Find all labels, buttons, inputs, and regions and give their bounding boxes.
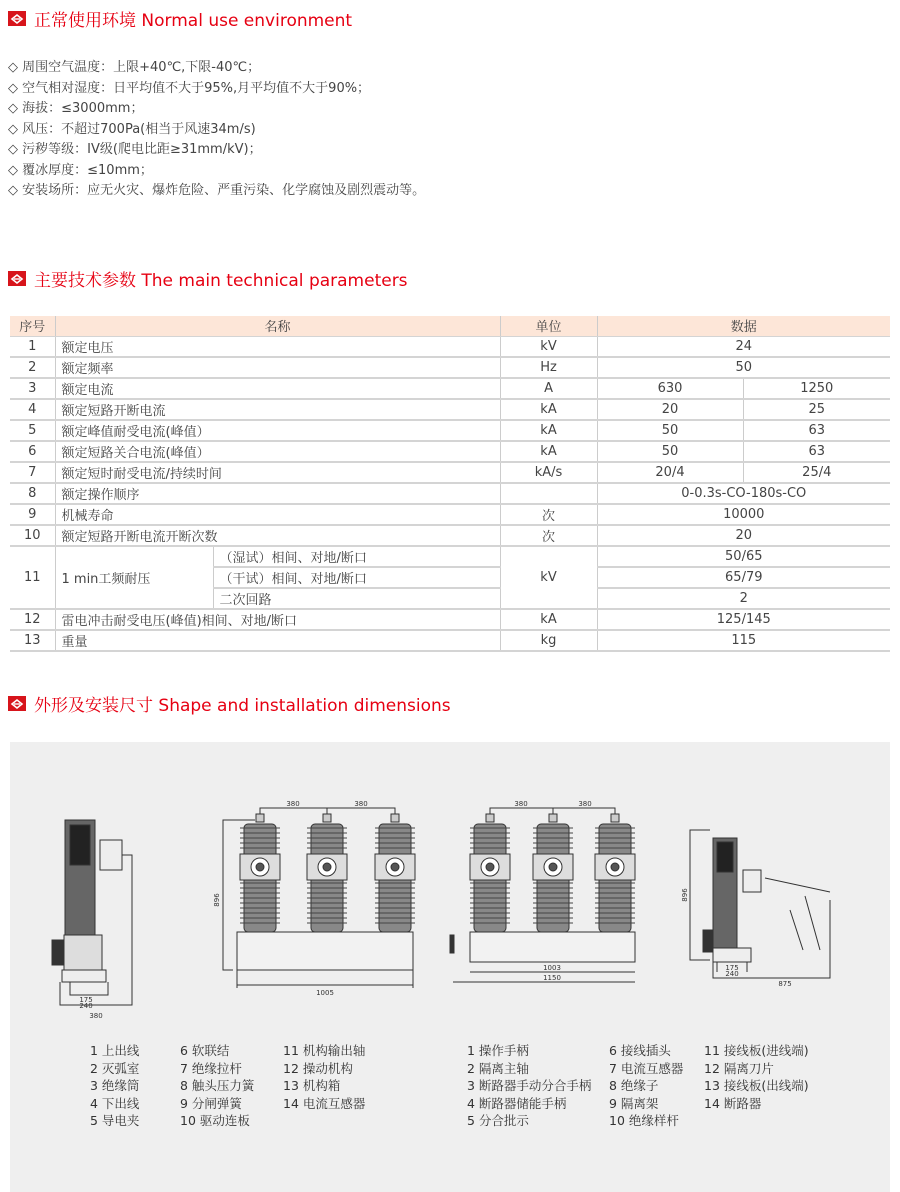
cell-value: 10000	[597, 504, 890, 525]
section-logo-icon	[8, 11, 26, 26]
cell-value: 2	[597, 588, 890, 609]
insulator-pole	[595, 814, 635, 932]
table-row	[10, 378, 890, 399]
cell-value: 50	[597, 441, 743, 462]
dim-label: 240	[725, 970, 739, 978]
cell-no: 13	[10, 630, 55, 651]
legend-item: 12 隔离刀片	[704, 1060, 774, 1076]
cell-unit: kV	[500, 336, 597, 357]
table-row	[10, 630, 890, 651]
section-header-environment	[8, 6, 352, 31]
section-logo-icon	[8, 696, 26, 711]
insulator-pole	[375, 814, 415, 932]
cell-unit	[500, 483, 597, 504]
environment-item: ◇ 风压：不超过700Pa(相当于风速34m/s)	[8, 120, 425, 141]
dim-label: 380	[89, 1012, 103, 1020]
rear-view-drawing	[445, 800, 645, 1005]
table-row	[10, 420, 890, 441]
cell-name: 1 min工频耐压	[55, 546, 213, 609]
legend-item: 7 绝缘拉杆	[180, 1060, 242, 1076]
legend-item: 13 机构箱	[283, 1078, 341, 1093]
cell-no: 8	[10, 483, 55, 504]
legend-item: 12 操动机构	[283, 1060, 353, 1076]
table-row	[10, 483, 890, 504]
header-name: 名称	[55, 316, 500, 336]
legend-item: 10 绝缘样杆	[609, 1113, 679, 1128]
cell-no: 5	[10, 420, 55, 441]
cell-name: 雷电冲击耐受电压(峰值)相间、对地/断口	[55, 609, 500, 630]
dim-label: 175	[725, 964, 739, 972]
section-title: 外形及安装尺寸 Shape and installation dimensions	[34, 696, 451, 716]
cell-name: 额定电压	[55, 336, 500, 357]
cell-unit: kA	[500, 609, 597, 630]
environment-item: ◇ 污秽等级：IV级(爬电比距≥31mm/kV)；	[8, 140, 425, 161]
cell-name: 额定峰值耐受电流(峰值）	[55, 420, 500, 441]
legend-item: 14 断路器	[704, 1095, 762, 1111]
table-row	[10, 441, 890, 462]
cell-no: 11	[10, 546, 55, 609]
cell-no: 4	[10, 399, 55, 420]
legend-item: 10 驱动连板	[180, 1113, 250, 1128]
insulator-pole	[533, 814, 573, 932]
cell-value: 20	[597, 399, 743, 420]
dim-label: 380	[354, 800, 368, 808]
table-header-row	[10, 316, 890, 336]
dim-label: 380	[514, 800, 528, 808]
cell-value: 1250	[743, 378, 890, 399]
cell-name: 额定短时耐受电流/持续时间	[55, 462, 500, 483]
dim-label: 896	[213, 893, 221, 907]
legend-item: 5 导电夹	[90, 1113, 140, 1128]
legend-item: 1 操作手柄	[467, 1043, 529, 1058]
dim-label: 175	[79, 996, 93, 1004]
legend-item: 14 电流互感器	[283, 1095, 366, 1111]
legend-column	[467, 1042, 591, 1130]
cell-unit: 次	[500, 525, 597, 546]
front-view-drawing	[215, 800, 425, 1005]
cell-value: 115	[597, 630, 890, 651]
environment-item: ◇ 周围空气温度：上限+40℃,下限-40℃；	[8, 58, 425, 79]
dim-label: 1003	[543, 964, 561, 972]
cell-subname: （湿试）相间、对地/断口	[213, 546, 500, 567]
cell-value: 50	[597, 357, 890, 378]
cell-unit: kA	[500, 399, 597, 420]
dim-label: 380	[578, 800, 592, 808]
parameters-table	[10, 316, 890, 652]
section-logo-icon	[8, 271, 26, 286]
legend-item: 7 电流互感器	[609, 1060, 684, 1076]
cell-subname: （干试）相间、对地/断口	[213, 567, 500, 588]
legend-item: 6 软联结	[180, 1043, 230, 1058]
legend-item: 5 分合批示	[467, 1113, 529, 1128]
legend-item: 2 隔离主轴	[467, 1060, 529, 1076]
cell-subname: 二次回路	[213, 588, 500, 609]
table-row	[10, 336, 890, 357]
cell-value: 20/4	[597, 462, 743, 483]
insulator-pole	[470, 814, 510, 932]
legend-column	[704, 1042, 809, 1112]
legend-item: 8 绝缘子	[609, 1078, 659, 1093]
legend-item: 9 分闸弹簧	[180, 1095, 242, 1111]
environment-item: ◇ 安装场所：应无火灾、爆炸危险、严重污染、化学腐蚀及剧烈震动等。	[8, 181, 425, 202]
legend-item: 11 机构输出轴	[283, 1043, 366, 1058]
insulator-pole	[240, 814, 280, 932]
environment-item: ◇ 覆冰厚度：≤10mm；	[8, 161, 425, 182]
section-title: 主要技术参数 The main technical parameters	[34, 271, 408, 291]
table-row	[10, 609, 890, 630]
cell-value: 63	[743, 441, 890, 462]
legend-column	[180, 1042, 254, 1130]
section-header-parameters	[8, 266, 408, 291]
cell-value: 65/79	[597, 567, 890, 588]
dim-label: 380	[286, 800, 300, 808]
legend-item: 4 断路器储能手柄	[467, 1095, 567, 1111]
section-title: 正常使用环境 Normal use environment	[34, 11, 353, 31]
legend-item: 11 接线板(进线端)	[704, 1043, 809, 1058]
cell-no: 2	[10, 357, 55, 378]
cell-unit: kg	[500, 630, 597, 651]
cell-name: 重量	[55, 630, 500, 651]
legend-item: 4 下出线	[90, 1095, 140, 1111]
cell-unit: Hz	[500, 357, 597, 378]
legend-column	[609, 1042, 683, 1130]
cell-value: 25/4	[743, 462, 890, 483]
legend-item: 6 接线插头	[609, 1043, 671, 1058]
insulator-pole	[307, 814, 347, 932]
cell-value: 50	[597, 420, 743, 441]
cell-value: 20	[597, 525, 890, 546]
table-row	[10, 462, 890, 483]
table-row	[10, 357, 890, 378]
cell-unit: 次	[500, 504, 597, 525]
legend-item: 2 灭弧室	[90, 1060, 140, 1076]
cell-value: 0-0.3s-CO-180s-CO	[597, 483, 890, 504]
environment-item: ◇ 海拔：≤3000mm；	[8, 99, 425, 120]
cell-value: 50/65	[597, 546, 890, 567]
legend-item: 9 隔离架	[609, 1095, 659, 1111]
cell-no: 3	[10, 378, 55, 399]
cell-name: 额定频率	[55, 357, 500, 378]
cell-name: 额定短路开断电流开断次数	[55, 525, 500, 546]
legend-item: 3 断路器手动分合手柄	[467, 1078, 592, 1093]
cell-value: 25	[743, 399, 890, 420]
cell-name: 额定电流	[55, 378, 500, 399]
drawings-panel	[10, 742, 890, 1192]
cell-name: 机械寿命	[55, 504, 500, 525]
cell-value: 125/145	[597, 609, 890, 630]
cell-value: 24	[597, 336, 890, 357]
dim-label: 875	[778, 980, 792, 988]
cell-no: 1	[10, 336, 55, 357]
cell-unit: kV	[500, 546, 597, 609]
section-header-shape	[8, 691, 451, 716]
cell-no: 9	[10, 504, 55, 525]
legend-column	[90, 1042, 139, 1130]
cell-unit: kA	[500, 420, 597, 441]
header-data: 数据	[597, 316, 890, 336]
environment-list	[8, 58, 425, 202]
dim-label: 896	[681, 888, 689, 902]
isolator-side-view-drawing	[681, 800, 860, 1005]
side-view-drawing	[40, 800, 170, 1020]
cell-unit: kA/s	[500, 462, 597, 483]
dim-label: 1005	[316, 989, 334, 997]
cell-no: 10	[10, 525, 55, 546]
table-row	[10, 546, 890, 567]
legend-column	[283, 1042, 365, 1112]
table-row	[10, 504, 890, 525]
legend-item: 1 上出线	[90, 1043, 140, 1058]
header-no: 序号	[10, 316, 55, 336]
legend-item: 8 触头压力簧	[180, 1078, 255, 1093]
cell-no: 6	[10, 441, 55, 462]
cell-value: 63	[743, 420, 890, 441]
cell-unit: kA	[500, 441, 597, 462]
environment-item: ◇ 空气相对湿度：日平均值不大于95%,月平均值不大于90%；	[8, 79, 425, 100]
cell-name: 额定短路开断电流	[55, 399, 500, 420]
cell-unit: A	[500, 378, 597, 399]
dim-label: 240	[79, 1002, 93, 1010]
cell-value: 630	[597, 378, 743, 399]
legend-item: 13 接线板(出线端)	[704, 1078, 809, 1093]
dim-label: 1150	[543, 974, 561, 982]
legend-item: 3 绝缘筒	[90, 1078, 140, 1093]
cell-name: 额定短路关合电流(峰值）	[55, 441, 500, 462]
cell-name: 额定操作顺序	[55, 483, 500, 504]
cell-no: 7	[10, 462, 55, 483]
table-row	[10, 399, 890, 420]
cell-no: 12	[10, 609, 55, 630]
table-row	[10, 525, 890, 546]
header-unit: 单位	[500, 316, 597, 336]
